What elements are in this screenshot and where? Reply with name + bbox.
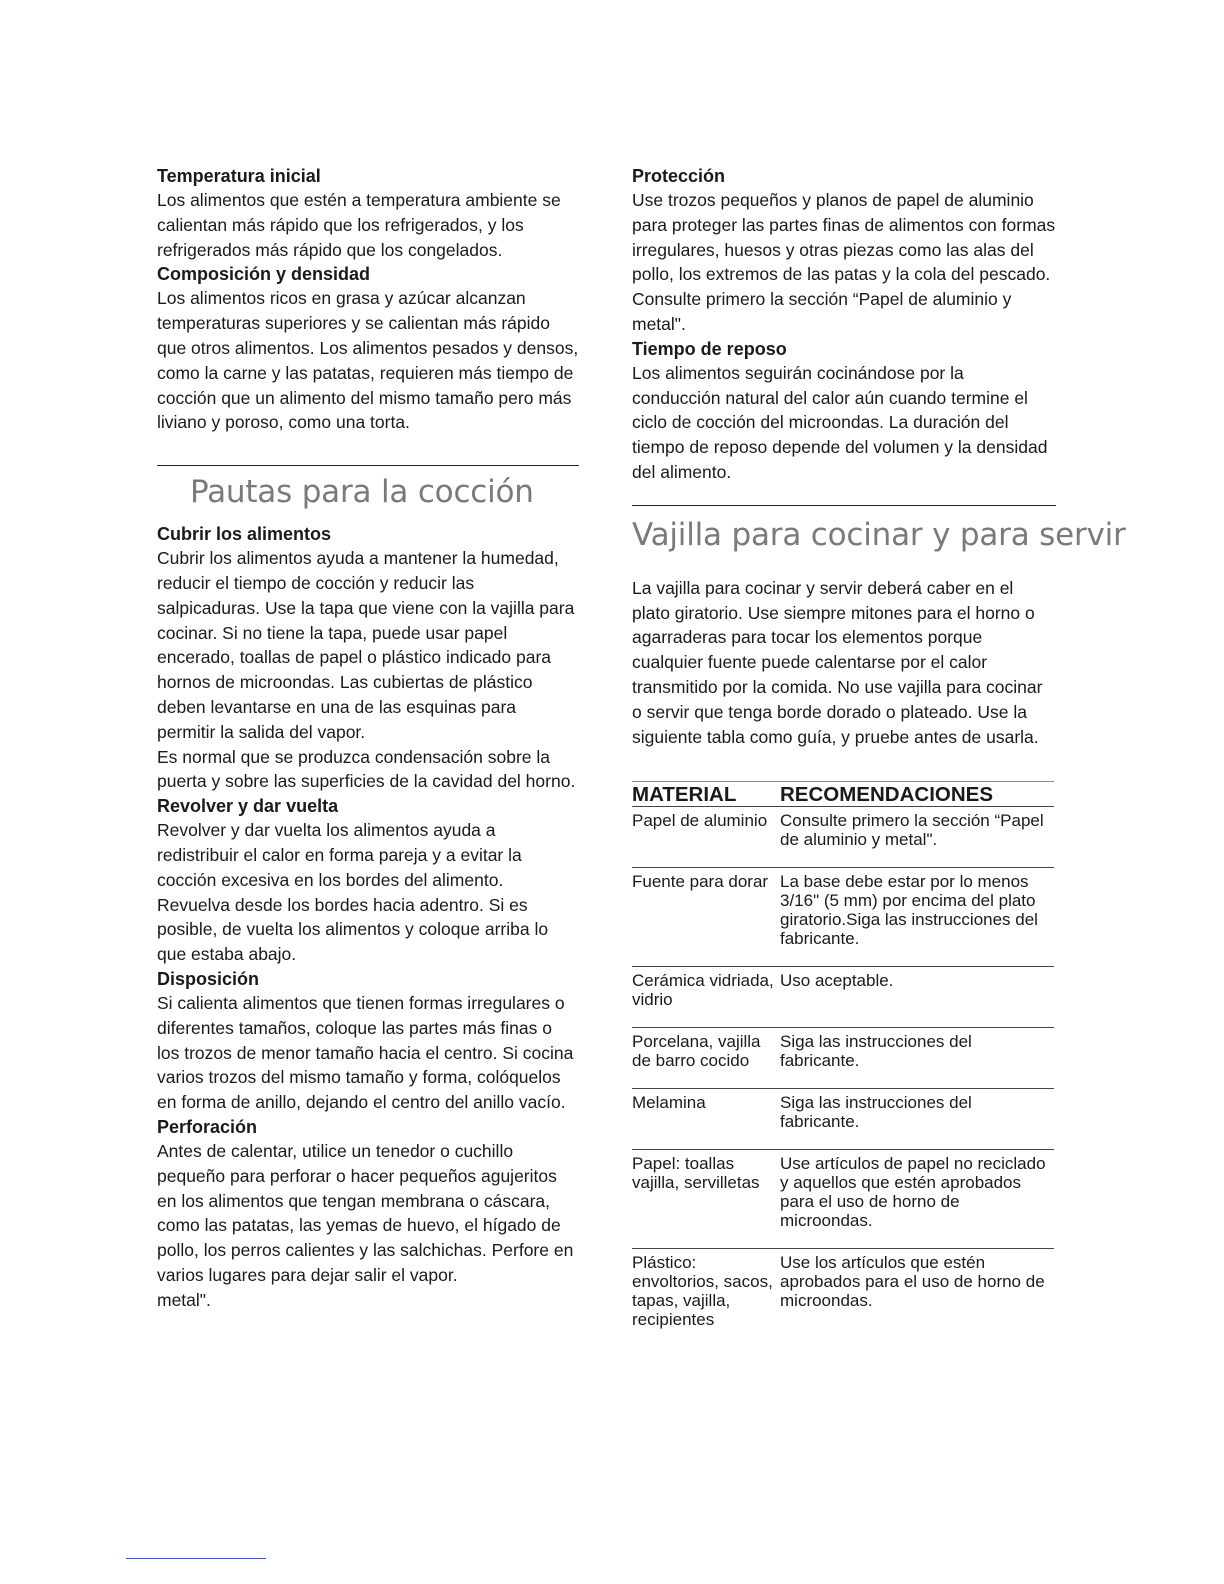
cubrir-paragraph: Cubrir los alimentos ayuda a mantener la humedad, reducir el tiempo de cocción y reducir las salpicaduras. Use la tapa que viene con la vajilla para cocinar. Si no tiene la tapa, puede usar papel encerado, toallas de papel o plástico indicado para hornos de microondas. Las cubiertas de plástico deben levantarse en una de las esquinas para permitir la salida del vapor.: [157, 548, 575, 742]
material-table: [632, 781, 1054, 1347]
perforacion-tail: metal".: [157, 1289, 211, 1310]
disposicion-heading: Disposición: [157, 968, 260, 989]
right-column: [632, 164, 1126, 1347]
table-row: [632, 967, 1054, 1028]
material-cell: Plástico: envoltorios, sacos, tapas, vajilla, recipientes: [632, 1253, 773, 1330]
recommendation-cell: Uso aceptable.: [780, 967, 1054, 1028]
material-cell: Fuente para dorar: [632, 868, 780, 967]
header-material: MATERIAL: [632, 782, 780, 807]
cubrir-paragraph-2: Es normal que se produzca condensación sobre la puerta y sobre las superficies de la cavidad del horno.: [157, 746, 576, 792]
table-row: [632, 1249, 1054, 1348]
reposo-heading: Tiempo de reposo: [632, 338, 787, 359]
disposicion-paragraph: Si calienta alimentos que tienen formas irregulares o diferentes tamaños, coloque las partes más finas o los trozos de menor tamaño hacia el centro. Si cocina varios trozos del mismo tamaño y forma, colóquelos en forma de anillo, dejando el centro del anillo vacío.: [157, 992, 574, 1113]
recommendation-cell: Siga las instrucciones del fabricante.: [780, 1089, 1054, 1150]
recommendation-cell: Use los artículos que estén aprobados para el uso de horno de microondas.: [780, 1253, 1045, 1311]
recommendation-cell: Siga las instrucciones del fabricante.: [780, 1028, 1054, 1089]
vajilla-paragraph: La vajilla para cocinar y servir deberá caber en el plato giratorio. Use siempre mitones para el horno o agarraderas para tocar los elementos porque cualquier fuente puede calentarse por el calor transmitido por la comida. No use vajilla para cocinar o servir que tenga borde dorado o plateado. Use la siguiente tabla como guía, y pruebe antes de usarla.: [632, 577, 1043, 747]
header-recomendaciones: RECOMENDACIONES: [780, 782, 1054, 807]
table-row: [632, 1089, 1054, 1150]
proteccion-heading: Protección: [632, 166, 726, 186]
material-cell: Papel de aluminio: [632, 807, 780, 868]
left-column: [157, 164, 579, 1312]
table-row: [632, 868, 1054, 967]
recommendation-cell: Use artículos de papel no reciclado y aquellos que estén aprobados para el uso de horno de microondas.: [780, 1150, 1054, 1249]
table-row: [632, 807, 1054, 868]
temp-paragraph: Los alimentos que estén a temperatura ambiente se calientan más rápido que los refrigerados, y los refrigerados más rápido que los congelados.: [157, 190, 561, 260]
cubrir-heading: Cubrir los alimentos: [157, 524, 332, 545]
table-row: [632, 1150, 1054, 1249]
footer-rule: [126, 1558, 266, 1559]
material-cell: Papel: toallas vajilla, servilletas: [632, 1150, 780, 1249]
recommendation-cell: Consulte primero la sección “Papel de aluminio y metal".: [780, 807, 1054, 868]
section-title-pautas: Pautas para la cocción: [190, 474, 534, 511]
proteccion-paragraph: Use trozos pequeños y planos de papel de aluminio para proteger las partes finas de alimentos con formas irregulares, huesos y otras piezas como las alas del pollo, los extremos de las patas y la cola del pescado. Consulte primero la sección “Papel de aluminio y metal".: [632, 190, 1056, 334]
table-header-row: [632, 782, 1054, 807]
reposo-paragraph: Los alimentos seguirán cocinándose por la conducción natural del calor aún cuando termine el ciclo de cocción del microondas. La duración del tiempo de reposo depende del volumen y la densidad del alimento.: [632, 362, 1048, 482]
section-title-vajilla: Vajilla para cocinar y para servir: [632, 516, 1126, 553]
section-divider: [632, 505, 1056, 506]
perforacion-paragraph: Antes de calentar, utilice un tenedor o cuchillo pequeño para perforar o hacer pequeños agujeritos en los alimentos que tengan membrana o cáscara, como las patatas, las yemas de huevo, el hígado de pollo, los perros calientes y las salchichas. Perfore en varios lugares para dejar salir el vapor.: [157, 1140, 574, 1285]
section-divider: [157, 465, 579, 466]
comp-paragraph: Los alimentos ricos en grasa y azúcar alcanzan temperaturas superiores y se calientan más rápido que otros alimentos. Los alimentos pesados y densos, como la carne y las patatas, requieren más tiempo de cocción que un alimento del mismo tamaño pero más liviano y poroso, como una torta.: [157, 288, 579, 433]
revolver-heading: Revolver y dar vuelta: [157, 796, 339, 817]
material-cell: Porcelana, vajilla de barro cocido: [632, 1028, 780, 1089]
table-row: [632, 1028, 1054, 1089]
material-cell: Melamina: [632, 1089, 780, 1150]
comp-heading: Composición y densidad: [157, 264, 371, 285]
recommendation-cell: La base debe estar por lo menos 3/16" (5 mm) por encima del plato giratorio.Siga las instrucciones del fabricante.: [780, 868, 1054, 967]
perforacion-heading: Perforación: [157, 1116, 258, 1137]
material-cell: Cerámica vidriada, vidrio: [632, 967, 780, 1028]
revolver-paragraph: Revolver y dar vuelta los alimentos ayuda a redistribuir el calor en forma pareja y a evitar la cocción excesiva en los bordes del alimento. Revuelva desde los bordes hacia adentro. Si es posible, de vuelta los alimentos y coloque arriba lo que estaba abajo.: [157, 820, 549, 965]
temp-heading: Temperatura inicial: [157, 166, 321, 186]
